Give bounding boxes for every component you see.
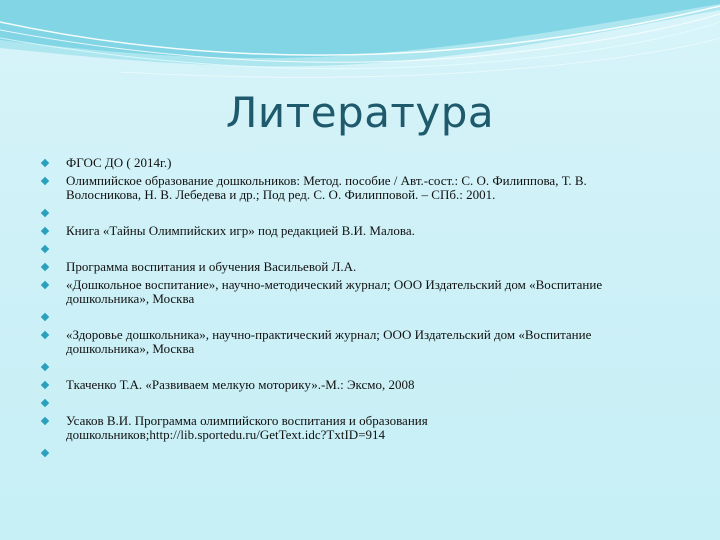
bullet-icon [41, 209, 49, 217]
list-item [40, 414, 650, 442]
list-item [40, 260, 650, 274]
list-item-text: Программа воспитания и обучения Васильевой Л.А. [66, 259, 357, 274]
list-item-text: Олимпийское образование дошкольников: Метод. пособие / Авт.-сост.: С. О. Филиппова, Т. В. Волосникова, Н. В. Лебедева и др.; Под ред. С. О. Филипповой. – СПб.: 2001. [66, 173, 587, 202]
list-item [40, 378, 650, 392]
bullet-icon [41, 263, 49, 271]
list-item-text: Усаков В.И. Программа олимпийского воспитания и образования дошкольников;http://lib.sportedu.ru/GetText.idc?TxtID=914 [66, 413, 428, 442]
list-item [40, 278, 650, 306]
bullet-icon [41, 177, 49, 185]
bibliography-list [40, 156, 650, 464]
list-item-text: «Дошкольное воспитание», научно-методический журнал; ООО Издательский дом «Воспитание дошкольника», Москва [66, 277, 603, 306]
bullet-icon [41, 363, 49, 371]
list-item [40, 174, 650, 202]
list-item [40, 242, 650, 256]
list-item-text: Книга «Тайны Олимпийских игр» под редакцией В.И. Малова. [66, 223, 415, 238]
bullet-icon [41, 227, 49, 235]
bullet-icon [41, 313, 49, 321]
bullet-icon [41, 381, 49, 389]
bullet-icon [41, 449, 49, 457]
list-item [40, 360, 650, 374]
slide-title: Литература [225, 88, 495, 137]
list-item-text: ФГОС ДО ( 2014г.) [66, 155, 172, 170]
list-item [40, 156, 650, 170]
bullet-icon [41, 399, 49, 407]
list-item [40, 310, 650, 324]
header-wave-decoration [0, 0, 720, 90]
bullet-icon [41, 281, 49, 289]
list-item [40, 396, 650, 410]
bullet-icon [41, 417, 49, 425]
bullet-icon [41, 245, 49, 253]
list-item [40, 206, 650, 220]
list-item [40, 328, 650, 356]
bullet-icon [41, 331, 49, 339]
list-item [40, 446, 650, 460]
bullet-icon [41, 159, 49, 167]
list-item-text: «Здоровье дошкольника», научно-практический журнал; ООО Издательский дом «Воспитание дошкольника», Москва [66, 327, 592, 356]
list-item [40, 224, 650, 238]
list-item-text: Ткаченко Т.А. «Развиваем мелкую моторику».-М.: Эксмо, 2008 [66, 377, 415, 392]
